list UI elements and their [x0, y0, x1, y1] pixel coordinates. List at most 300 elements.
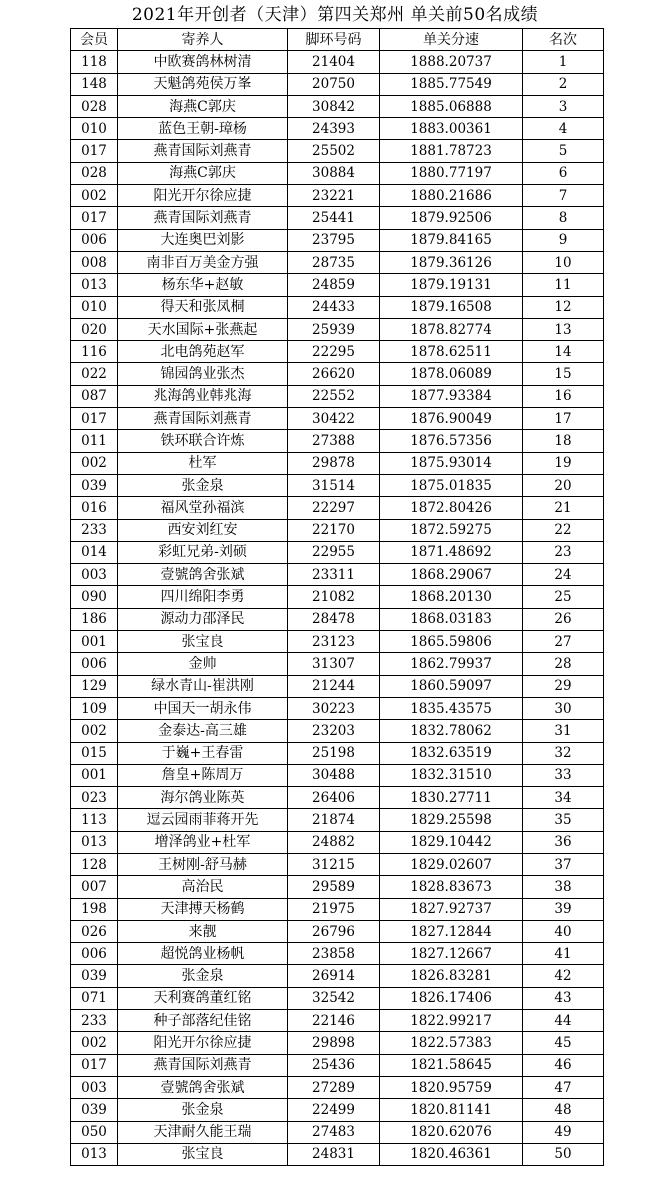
- rank-cell: 10: [523, 251, 604, 273]
- ring-number-cell: 21975: [288, 898, 380, 920]
- table-row: [71, 1121, 604, 1143]
- table-row: [71, 185, 604, 207]
- speed-cell: 1821.58645: [380, 1054, 523, 1076]
- table-row: [71, 497, 604, 519]
- ring-number-cell: 31215: [288, 853, 380, 875]
- speed-cell: 1868.03183: [380, 608, 523, 630]
- owner-cell: 燕青国际刘燕青: [118, 408, 288, 430]
- speed-cell: 1827.12844: [380, 920, 523, 942]
- speed-cell: 1879.84165: [380, 229, 523, 251]
- owner-cell: 王树刚-舒马赫: [118, 853, 288, 875]
- ring-number-cell: 23858: [288, 943, 380, 965]
- ring-number-cell: 23795: [288, 229, 380, 251]
- rank-cell: 25: [523, 586, 604, 608]
- speed-cell: 1868.29067: [380, 564, 523, 586]
- member-cell: 090: [71, 586, 118, 608]
- table-row: [71, 118, 604, 140]
- speed-cell: 1878.82774: [380, 318, 523, 340]
- rank-cell: 39: [523, 898, 604, 920]
- rank-cell: 23: [523, 541, 604, 563]
- table-row: [71, 1143, 604, 1165]
- speed-cell: 1865.59806: [380, 631, 523, 653]
- ring-number-cell: 20750: [288, 73, 380, 95]
- header-row: [71, 29, 604, 51]
- owner-cell: 高治民: [118, 876, 288, 898]
- rank-cell: 21: [523, 497, 604, 519]
- member-cell: 148: [71, 73, 118, 95]
- owner-cell: 天魁鸽苑侯万峯: [118, 73, 288, 95]
- ring-number-cell: 24882: [288, 831, 380, 853]
- header-member: 会员: [71, 29, 118, 51]
- owner-cell: 天津耐久能王瑞: [118, 1121, 288, 1143]
- speed-cell: 1828.83673: [380, 876, 523, 898]
- ring-number-cell: 32542: [288, 987, 380, 1009]
- owner-cell: 彩虹兄弟-刘硕: [118, 541, 288, 563]
- speed-cell: 1881.78723: [380, 140, 523, 162]
- speed-cell: 1875.93014: [380, 452, 523, 474]
- owner-cell: 南非百万美金方强: [118, 251, 288, 273]
- owner-cell: 超悦鸽业杨帆: [118, 943, 288, 965]
- ring-number-cell: 26914: [288, 965, 380, 987]
- member-cell: 010: [71, 296, 118, 318]
- rank-cell: 1: [523, 51, 604, 73]
- ring-number-cell: 26796: [288, 920, 380, 942]
- table-row: [71, 1010, 604, 1032]
- table-row: [71, 853, 604, 875]
- speed-cell: 1832.31510: [380, 764, 523, 786]
- owner-cell: 天水国际+张燕起: [118, 318, 288, 340]
- speed-cell: 1832.63519: [380, 742, 523, 764]
- member-cell: 006: [71, 653, 118, 675]
- owner-cell: 壹號鸽舍张斌: [118, 564, 288, 586]
- table-row: [71, 787, 604, 809]
- rank-cell: 5: [523, 140, 604, 162]
- owner-cell: 源动力邵泽民: [118, 608, 288, 630]
- table-row: [71, 274, 604, 296]
- owner-cell: 绿水青山-崔洪刚: [118, 675, 288, 697]
- table-row: [71, 898, 604, 920]
- ring-number-cell: 25198: [288, 742, 380, 764]
- speed-cell: 1878.06089: [380, 363, 523, 385]
- rank-cell: 12: [523, 296, 604, 318]
- member-cell: 008: [71, 251, 118, 273]
- table-row: [71, 1054, 604, 1076]
- ring-number-cell: 26620: [288, 363, 380, 385]
- member-cell: 014: [71, 541, 118, 563]
- owner-cell: 福风堂孙福滨: [118, 497, 288, 519]
- speed-cell: 1879.92506: [380, 207, 523, 229]
- rank-cell: 45: [523, 1032, 604, 1054]
- speed-cell: 1830.27711: [380, 787, 523, 809]
- ring-number-cell: 24433: [288, 296, 380, 318]
- member-cell: 022: [71, 363, 118, 385]
- table-row: [71, 452, 604, 474]
- table-row: [71, 207, 604, 229]
- table-row: [71, 140, 604, 162]
- ring-number-cell: 22295: [288, 341, 380, 363]
- ring-number-cell: 29589: [288, 876, 380, 898]
- speed-cell: 1888.20737: [380, 51, 523, 73]
- owner-cell: 大连奥巴刘影: [118, 229, 288, 251]
- ring-number-cell: 25502: [288, 140, 380, 162]
- ring-number-cell: 23203: [288, 720, 380, 742]
- table-row: [71, 341, 604, 363]
- table-row: [71, 296, 604, 318]
- owner-cell: 天津搏天杨鹤: [118, 898, 288, 920]
- rank-cell: 34: [523, 787, 604, 809]
- speed-cell: 1880.21686: [380, 185, 523, 207]
- table-row: [71, 675, 604, 697]
- ring-number-cell: 30488: [288, 764, 380, 786]
- table-row: [71, 742, 604, 764]
- speed-cell: 1829.02607: [380, 853, 523, 875]
- ring-number-cell: 30842: [288, 95, 380, 117]
- ring-number-cell: 21874: [288, 809, 380, 831]
- rank-cell: 15: [523, 363, 604, 385]
- speed-cell: 1876.90049: [380, 408, 523, 430]
- member-cell: 017: [71, 1054, 118, 1076]
- owner-cell: 蓝色王朝-璋杨: [118, 118, 288, 140]
- rank-cell: 33: [523, 764, 604, 786]
- table-row: [71, 385, 604, 407]
- ring-number-cell: 30422: [288, 408, 380, 430]
- member-cell: 128: [71, 853, 118, 875]
- speed-cell: 1822.99217: [380, 1010, 523, 1032]
- member-cell: 116: [71, 341, 118, 363]
- owner-cell: 来靓: [118, 920, 288, 942]
- ring-number-cell: 31307: [288, 653, 380, 675]
- table-row: [71, 1076, 604, 1098]
- ring-number-cell: 27289: [288, 1076, 380, 1098]
- member-cell: 129: [71, 675, 118, 697]
- header-ring-number: 脚环号码: [288, 29, 380, 51]
- owner-cell: 逗云园雨菲蒋开先: [118, 809, 288, 831]
- rank-cell: 32: [523, 742, 604, 764]
- owner-cell: 海尔鸽业陈英: [118, 787, 288, 809]
- ring-number-cell: 25436: [288, 1054, 380, 1076]
- owner-cell: 阳光开尔徐应捷: [118, 185, 288, 207]
- owner-cell: 燕青国际刘燕青: [118, 1054, 288, 1076]
- speed-cell: 1820.62076: [380, 1121, 523, 1143]
- table-row: [71, 474, 604, 496]
- table-row: [71, 764, 604, 786]
- rank-cell: 7: [523, 185, 604, 207]
- speed-cell: 1829.10442: [380, 831, 523, 853]
- rank-cell: 18: [523, 430, 604, 452]
- header-owner: 寄养人: [118, 29, 288, 51]
- owner-cell: 种子部落纪佳铭: [118, 1010, 288, 1032]
- member-cell: 233: [71, 519, 118, 541]
- rank-cell: 8: [523, 207, 604, 229]
- ring-number-cell: 23221: [288, 185, 380, 207]
- table-row: [71, 519, 604, 541]
- rank-cell: 17: [523, 408, 604, 430]
- speed-cell: 1885.77549: [380, 73, 523, 95]
- table-row: [71, 720, 604, 742]
- speed-cell: 1820.81141: [380, 1099, 523, 1121]
- table-row: [71, 586, 604, 608]
- speed-cell: 1872.59275: [380, 519, 523, 541]
- rank-cell: 35: [523, 809, 604, 831]
- ring-number-cell: 27483: [288, 1121, 380, 1143]
- table-row: [71, 73, 604, 95]
- speed-cell: 1826.83281: [380, 965, 523, 987]
- ring-number-cell: 30223: [288, 697, 380, 719]
- owner-cell: 天利赛鸽董红铭: [118, 987, 288, 1009]
- member-cell: 002: [71, 452, 118, 474]
- ring-number-cell: 22499: [288, 1099, 380, 1121]
- table-row: [71, 876, 604, 898]
- member-cell: 015: [71, 742, 118, 764]
- ring-number-cell: 24393: [288, 118, 380, 140]
- rank-cell: 46: [523, 1054, 604, 1076]
- owner-cell: 海燕C郭庆: [118, 95, 288, 117]
- speed-cell: 1868.20130: [380, 586, 523, 608]
- member-cell: 028: [71, 162, 118, 184]
- ring-number-cell: 22552: [288, 385, 380, 407]
- ring-number-cell: 26406: [288, 787, 380, 809]
- speed-cell: 1835.43575: [380, 697, 523, 719]
- table-row: [71, 631, 604, 653]
- rank-cell: 37: [523, 853, 604, 875]
- table-row: [71, 363, 604, 385]
- rank-cell: 47: [523, 1076, 604, 1098]
- owner-cell: 阳光开尔徐应捷: [118, 1032, 288, 1054]
- ring-number-cell: 27388: [288, 430, 380, 452]
- rank-cell: 49: [523, 1121, 604, 1143]
- speed-cell: 1877.93384: [380, 385, 523, 407]
- table-row: [71, 251, 604, 273]
- rank-cell: 30: [523, 697, 604, 719]
- table-row: [71, 943, 604, 965]
- rank-cell: 11: [523, 274, 604, 296]
- member-cell: 039: [71, 474, 118, 496]
- member-cell: 011: [71, 430, 118, 452]
- member-cell: 087: [71, 385, 118, 407]
- rank-cell: 50: [523, 1143, 604, 1165]
- member-cell: 118: [71, 51, 118, 73]
- ring-number-cell: 28735: [288, 251, 380, 273]
- ring-number-cell: 25939: [288, 318, 380, 340]
- member-cell: 001: [71, 764, 118, 786]
- owner-cell: 中欧赛鸽林树清: [118, 51, 288, 73]
- owner-cell: 西安刘红安: [118, 519, 288, 541]
- speed-cell: 1872.80426: [380, 497, 523, 519]
- owner-cell: 海燕C郭庆: [118, 162, 288, 184]
- member-cell: 233: [71, 1010, 118, 1032]
- ring-number-cell: 29898: [288, 1032, 380, 1054]
- member-cell: 039: [71, 1099, 118, 1121]
- ring-number-cell: 21244: [288, 675, 380, 697]
- owner-cell: 金泰达-高三雄: [118, 720, 288, 742]
- member-cell: 006: [71, 943, 118, 965]
- table-row: [71, 564, 604, 586]
- ring-number-cell: 23311: [288, 564, 380, 586]
- owner-cell: 壹號鸽舍张斌: [118, 1076, 288, 1098]
- rank-cell: 26: [523, 608, 604, 630]
- rank-cell: 9: [523, 229, 604, 251]
- table-row: [71, 1099, 604, 1121]
- member-cell: 023: [71, 787, 118, 809]
- speed-cell: 1862.79937: [380, 653, 523, 675]
- member-cell: 071: [71, 987, 118, 1009]
- owner-cell: 燕青国际刘燕青: [118, 207, 288, 229]
- owner-cell: 兆海鸽业韩兆海: [118, 385, 288, 407]
- member-cell: 109: [71, 697, 118, 719]
- table-row: [71, 697, 604, 719]
- ring-number-cell: 29878: [288, 452, 380, 474]
- rank-cell: 29: [523, 675, 604, 697]
- table-row: [71, 1032, 604, 1054]
- owner-cell: 四川绵阳李勇: [118, 586, 288, 608]
- results-table: [70, 28, 604, 1166]
- rank-cell: 36: [523, 831, 604, 853]
- member-cell: 039: [71, 965, 118, 987]
- ring-number-cell: 21404: [288, 51, 380, 73]
- table-row: [71, 541, 604, 563]
- owner-cell: 张宝良: [118, 631, 288, 653]
- member-cell: 198: [71, 898, 118, 920]
- rank-cell: 19: [523, 452, 604, 474]
- owner-cell: 燕青国际刘燕青: [118, 140, 288, 162]
- speed-cell: 1879.16508: [380, 296, 523, 318]
- member-cell: 003: [71, 1076, 118, 1098]
- member-cell: 017: [71, 207, 118, 229]
- ring-number-cell: 30884: [288, 162, 380, 184]
- speed-cell: 1879.36126: [380, 251, 523, 273]
- member-cell: 026: [71, 920, 118, 942]
- member-cell: 002: [71, 185, 118, 207]
- table-row: [71, 229, 604, 251]
- table-row: [71, 965, 604, 987]
- ring-number-cell: 23123: [288, 631, 380, 653]
- owner-cell: 詹皇+陈周万: [118, 764, 288, 786]
- header-speed: 单关分速: [380, 29, 523, 51]
- rank-cell: 44: [523, 1010, 604, 1032]
- speed-cell: 1820.46361: [380, 1143, 523, 1165]
- rank-cell: 28: [523, 653, 604, 675]
- rank-cell: 2: [523, 73, 604, 95]
- rank-cell: 40: [523, 920, 604, 942]
- rank-cell: 20: [523, 474, 604, 496]
- rank-cell: 13: [523, 318, 604, 340]
- member-cell: 003: [71, 564, 118, 586]
- rank-cell: 24: [523, 564, 604, 586]
- member-cell: 002: [71, 1032, 118, 1054]
- ring-number-cell: 22146: [288, 1010, 380, 1032]
- speed-cell: 1879.19131: [380, 274, 523, 296]
- rank-cell: 3: [523, 95, 604, 117]
- owner-cell: 北电鸽苑赵军: [118, 341, 288, 363]
- table-body: [71, 51, 604, 1166]
- ring-number-cell: 24859: [288, 274, 380, 296]
- ring-number-cell: 25441: [288, 207, 380, 229]
- owner-cell: 得天和张凤桐: [118, 296, 288, 318]
- table-row: [71, 162, 604, 184]
- table-row: [71, 318, 604, 340]
- speed-cell: 1829.25598: [380, 809, 523, 831]
- owner-cell: 张金泉: [118, 1099, 288, 1121]
- rank-cell: 14: [523, 341, 604, 363]
- ring-number-cell: 31514: [288, 474, 380, 496]
- rank-cell: 48: [523, 1099, 604, 1121]
- owner-cell: 张金泉: [118, 965, 288, 987]
- speed-cell: 1820.95759: [380, 1076, 523, 1098]
- speed-cell: 1827.92737: [380, 898, 523, 920]
- member-cell: 013: [71, 831, 118, 853]
- owner-cell: 中国天一胡永伟: [118, 697, 288, 719]
- member-cell: 013: [71, 274, 118, 296]
- ring-number-cell: 22297: [288, 497, 380, 519]
- table-row: [71, 653, 604, 675]
- page-title: 2021年开创者（天津）第四关郑州 单关前50名成绩: [131, 5, 539, 25]
- table-row: [71, 95, 604, 117]
- speed-cell: 1832.78062: [380, 720, 523, 742]
- owner-cell: 于巍+王春雷: [118, 742, 288, 764]
- rank-cell: 42: [523, 965, 604, 987]
- table-row: [71, 920, 604, 942]
- member-cell: 001: [71, 631, 118, 653]
- speed-cell: 1827.12667: [380, 943, 523, 965]
- speed-cell: 1878.62511: [380, 341, 523, 363]
- rank-cell: 38: [523, 876, 604, 898]
- ring-number-cell: 22170: [288, 519, 380, 541]
- owner-cell: 铁环联合许炼: [118, 430, 288, 452]
- member-cell: 002: [71, 720, 118, 742]
- member-cell: 007: [71, 876, 118, 898]
- speed-cell: 1880.77197: [380, 162, 523, 184]
- rank-cell: 6: [523, 162, 604, 184]
- rank-cell: 4: [523, 118, 604, 140]
- speed-cell: 1822.57383: [380, 1032, 523, 1054]
- ring-number-cell: 21082: [288, 586, 380, 608]
- ring-number-cell: 22955: [288, 541, 380, 563]
- member-cell: 017: [71, 408, 118, 430]
- ring-number-cell: 24831: [288, 1143, 380, 1165]
- speed-cell: 1826.17406: [380, 987, 523, 1009]
- owner-cell: 张金泉: [118, 474, 288, 496]
- owner-cell: 锦园鸽业张杰: [118, 363, 288, 385]
- owner-cell: 张宝良: [118, 1143, 288, 1165]
- member-cell: 016: [71, 497, 118, 519]
- ring-number-cell: 28478: [288, 608, 380, 630]
- member-cell: 186: [71, 608, 118, 630]
- rank-cell: 43: [523, 987, 604, 1009]
- speed-cell: 1883.00361: [380, 118, 523, 140]
- speed-cell: 1885.06888: [380, 95, 523, 117]
- member-cell: 020: [71, 318, 118, 340]
- table-row: [71, 51, 604, 73]
- rank-cell: 27: [523, 631, 604, 653]
- speed-cell: 1875.01835: [380, 474, 523, 496]
- member-cell: 006: [71, 229, 118, 251]
- table-row: [71, 987, 604, 1009]
- table-row: [71, 408, 604, 430]
- member-cell: 113: [71, 809, 118, 831]
- member-cell: 017: [71, 140, 118, 162]
- rank-cell: 31: [523, 720, 604, 742]
- rank-cell: 16: [523, 385, 604, 407]
- speed-cell: 1871.48692: [380, 541, 523, 563]
- speed-cell: 1860.59097: [380, 675, 523, 697]
- member-cell: 028: [71, 95, 118, 117]
- speed-cell: 1876.57356: [380, 430, 523, 452]
- member-cell: 050: [71, 1121, 118, 1143]
- table-row: [71, 831, 604, 853]
- table-row: [71, 608, 604, 630]
- rank-cell: 22: [523, 519, 604, 541]
- owner-cell: 杨东华+赵敏: [118, 274, 288, 296]
